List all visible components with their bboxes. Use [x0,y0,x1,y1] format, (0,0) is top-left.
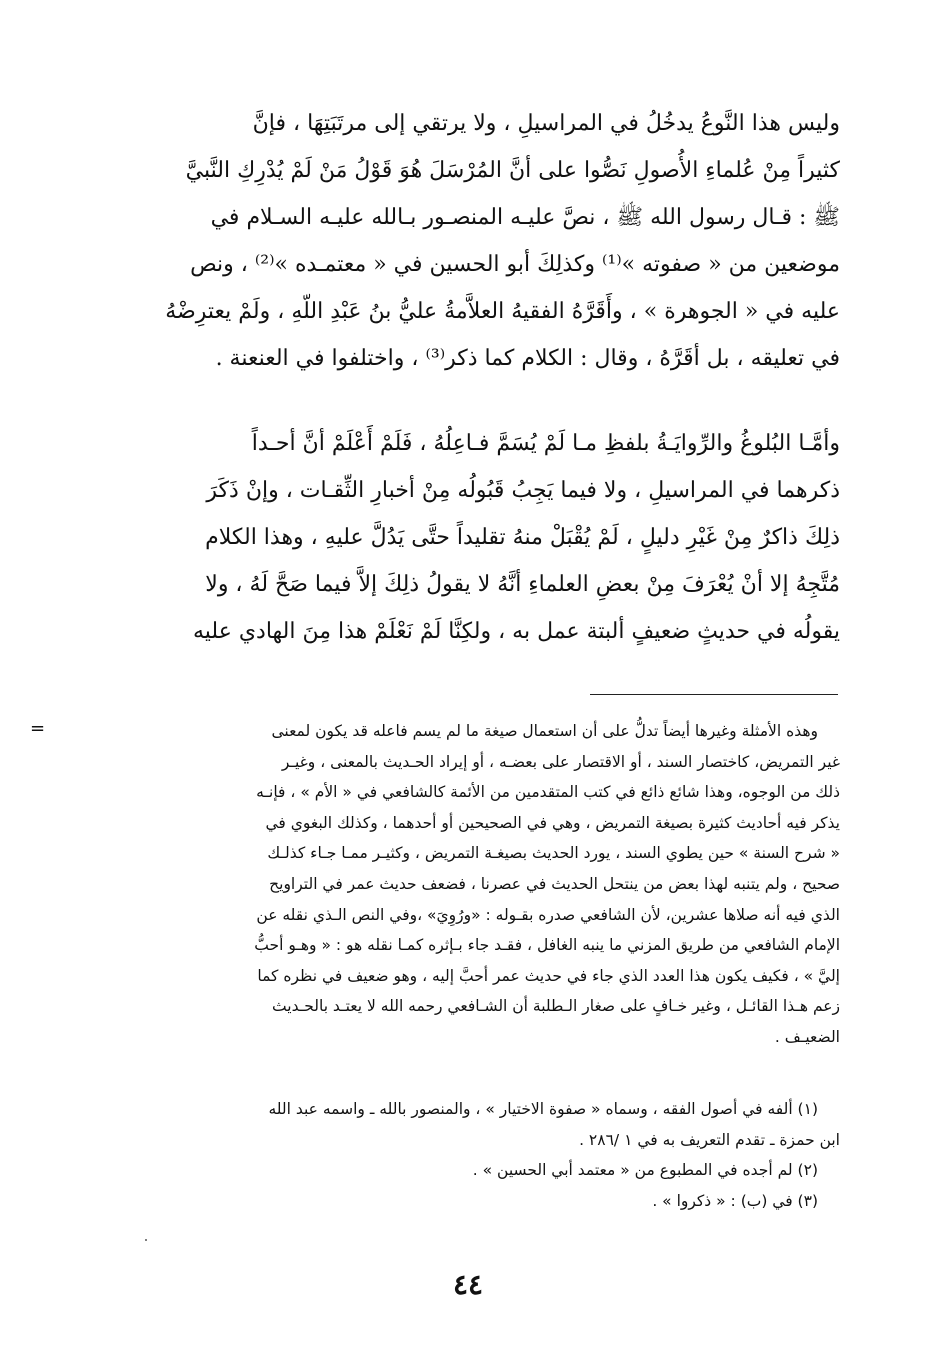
footnote-line: زعم هـذا القائـل ، وغير خـافٍ على صغار الـطلبة أن الشـافعي رحمه الله لا يعتـد بالحـديث [272,997,840,1016]
footnote-line: إليَّ » ، فكيف يكون هذا العدد الذي جاء في حديث عمر أحبَّ إليه ، وهو ضعيف في نظره كما [257,966,840,985]
footnote-line: « شرح السنة » حين يطوي السند ، يورد الحديث بصيغـة التمريض ، وكثيـر ممـا جـاء كذلـك [267,844,840,863]
footnote-line: يذكر فيه أحاديث كثيرة بصيغة التمريض ، وهي في الصحيحين أو أحدهما ، وكذلك البغوي في [265,813,840,832]
text-line: وليس هذا النَّوعُ يدخُلُ في المراسيلِ ، ولا يرتقي إلى مرتَبَتِهَا ، فإنَّ [252,111,840,136]
footnote-2-line: (٢) لم أجده في المطبوع من « معتمد أبي الحسين » . [472,1161,818,1180]
text-line: عليه في « الجوهرة » ، وأَقَرَّهُ الفقيهُ العلاَّمةُ عليُّ بنُ عَبْدِ اللّهِ ، ولَمْ يعترِضْهُ [165,299,840,324]
footnote-line: الضعيـف . [774,1027,840,1046]
text-line: يقولُه في حديثٍ ضعيفٍ ألبتة عمل به ، ولكِنَّا لَمْ نَعْلَمْ هذا مِنَ الهادي عليه [192,619,840,644]
text-line: ذكرهما في المراسيلِ ، ولا فيما يَجِبُ قَبُولُه مِنْ أخبارِ الثِّقـات ، وإنْ ذَكَرَ [206,478,840,503]
footnote-line: صحيح ، ولم يتنبه لهذا بعض من ينتحل الحديث في عصرنا ، فضعف حديث عمر في التراويح [269,874,840,893]
text-line: ذلِكَ ذاكرٌ مِنْ غَيْرِ دليلٍ ، لَمْ يُقْبَلْ منهُ تقليداً حتَّى يَدُلَّ عليهِ ، وهذا الكلام [205,525,840,550]
text-line: وأمَّـا البُلوغُ والرِّوايَـةُ بلفظِ مـا لَمْ يُسَمَّ فـاعِلُهُ ، فَلَمْ أَعْلَمْ أنَّ أحـداً [251,431,840,456]
text-line: كثيراً مِنْ عُلماءِ الأُصولِ نَصُّوا على أنَّ المُرْسَلَ هُوَ قَوْلُ مَنْ لَمْ يُدْرِكِ النَّبيَّ [185,158,840,183]
footnote-line: الإمام الشافعي من طريق المزني ما ينبه الغافل ، فقـد جاء بـإثره كمـا نقله هو : « وهـو أحبُّ [254,936,840,955]
main-paragraph-1 [96,100,840,382]
page-number: ٤٤ [452,1268,484,1301]
text-line: ﷺ : قـال رسول الله ﷺ ، نصَّ عليـه المنصـور بـالله عليـه السـلام في [210,205,840,230]
scan-speck [145,1239,147,1241]
footnote-line: وهذه الأمثلة وغيرها أيضاً تدلُّ على أن استعمال صيغة ما لم يسم فاعله قد يكون لمعنى [271,722,818,740]
footnote-1-line: ابن حمزة ـ تقدم التعريف به في ١ /٢٨٦ . [579,1130,840,1149]
text-line: موضعين من « صفوته »⁽¹⁾ وكذلِكَ أبو الحسين في « معتمـده »⁽²⁾ ، ونص [190,252,840,277]
text-line: في تعليقه ، بل أقَرَّهُ ، وقال : الكلام كما ذكر⁽³⁾ ، واختلفوا في العنعنة . [215,346,840,371]
main-paragraph-2 [96,420,840,655]
footnote-line: ذلك من الوجوه، وهذا شائع ذائع في كتب المتقدمين من الأئمة كالشافعي في « الأم » ، فإنـه [256,783,840,802]
footnote-divider [590,694,838,695]
footnote-line: غير التمريض، كاختصار السند ، أو الاقتصار على بعضـه ، أو إيراد الحـديث بالمعنى ، وغيـر [281,752,840,771]
footnote-line: الذي فيه أنه صلاها عشرين، لأن الشافعي صدره بقـوله : «ورُوِيَ» ،وفي النص الـذي نقله عن [256,905,840,924]
text-line: مُتَّجِهُ إلا أنْ يُعْرَفَ مِنْ بعضِ العلماءِ أنَّهُ لا يقولُ ذلِكَ إلاَّ فيما صَحَّ لَهُ ، ولا [205,572,840,597]
footnote-3-line: (٣) في (ب) : « ذكروا » . [652,1191,818,1210]
footnote-1-line: (١) ألفه في أصول الفقه ، وسماه « صفوة الاختيار » ، والمنصور بالله ـ واسمه عبد الله [268,1100,818,1118]
footnote-list [96,1094,840,1216]
footnote-continuation [96,716,840,1053]
footnote-continuation-mark: = [30,718,46,739]
